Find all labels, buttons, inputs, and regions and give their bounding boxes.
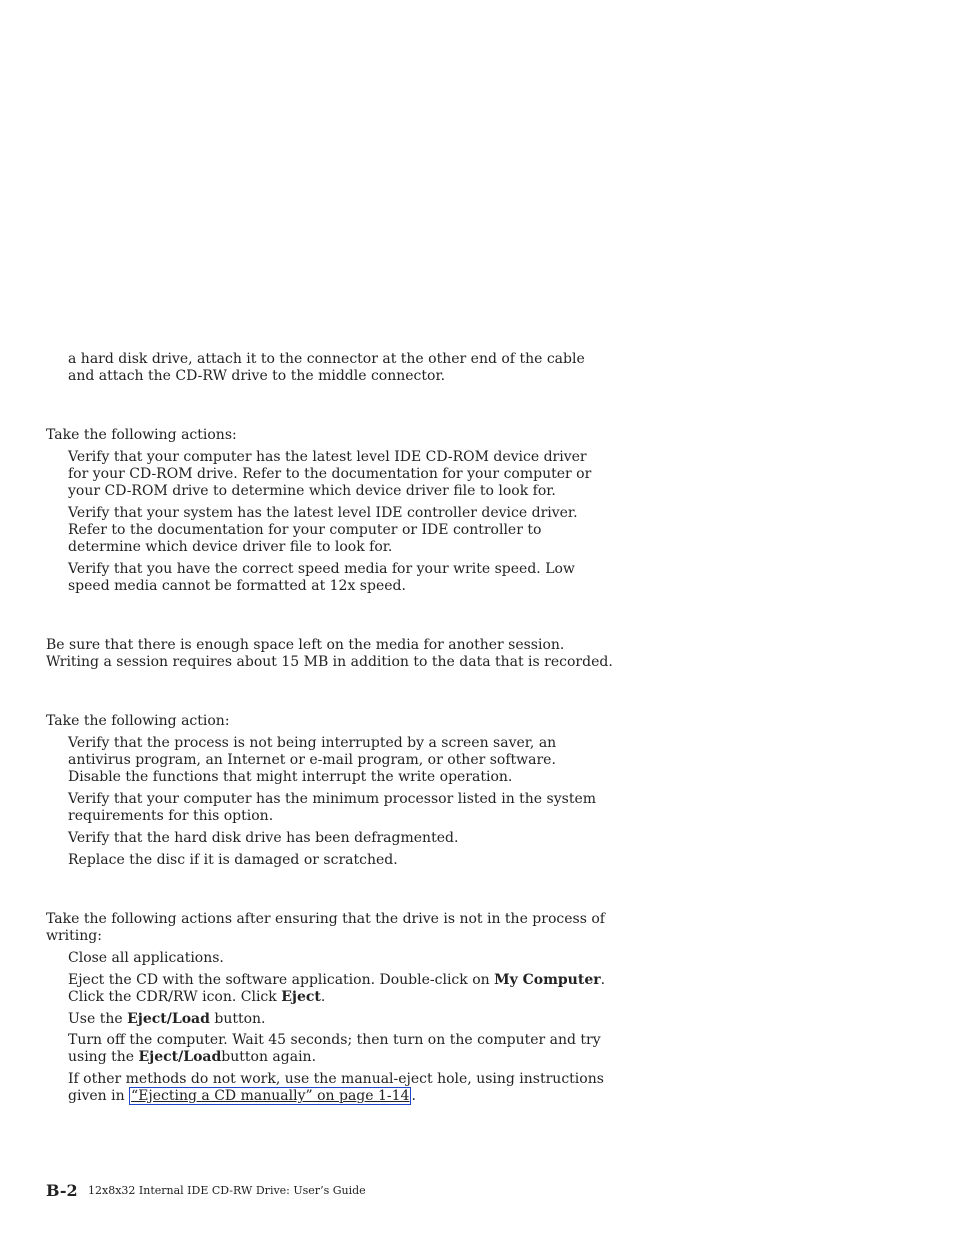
- section3-item3: Verify that the hard disk drive has been defragmented.: [68, 830, 459, 846]
- section1-item2-line1: Verify that your system has the latest level IDE controller device driver.: [68, 505, 578, 521]
- section2-line-2: Writing a session requires about 15 MB in addition to the data that is recorded.: [46, 654, 613, 670]
- section4-item5-line1: If other methods do not work, use the manual-eject hole, using instructions: [68, 1071, 604, 1087]
- item3-text: Use the: [68, 1011, 128, 1027]
- intro-line-2: and attach the CD-RW drive to the middle connector.: [68, 368, 446, 384]
- section4-item2-line1: [68, 972, 605, 989]
- section4-item4-line1: Turn off the computer. Wait 45 seconds; then turn on the computer and try: [68, 1032, 601, 1048]
- intro-line-1: a hard disk drive, attach it to the connector at the other end of the cable: [68, 351, 585, 367]
- section1-item2-line2: Refer to the documentation for your computer or IDE controller to: [68, 522, 542, 538]
- section4-lead-line2: writing:: [46, 928, 102, 944]
- my-computer-bold: My Computer: [494, 972, 601, 988]
- footer-title: 12x8x32 Internal IDE CD-RW Drive: User’s Guide: [88, 1184, 366, 1197]
- section3-item1-line1: Verify that the process is not being interrupted by a screen saver, an: [68, 735, 557, 751]
- section4-lead-line1: Take the following actions after ensuring that the drive is not in the process of: [46, 911, 605, 927]
- section1-item3-line2: speed media cannot be formatted at 12x speed.: [68, 578, 406, 594]
- section3-item4: Replace the disc if it is damaged or scratched.: [68, 852, 398, 868]
- section3-item2-line2: requirements for this option.: [68, 808, 274, 824]
- section2-line-1: Be sure that there is enough space left on the media for another session.: [46, 637, 565, 653]
- section1-lead: Take the following actions:: [46, 427, 237, 443]
- section1-item3-line1: Verify that you have the correct speed media for your write speed. Low: [68, 561, 575, 577]
- item4b-post: button again.: [221, 1049, 317, 1065]
- item5b-text: given in: [68, 1088, 130, 1104]
- section4-item4-line2: [68, 1049, 316, 1066]
- item2b-post: .: [320, 989, 326, 1005]
- eject-load-bold-2: Eject/Load: [138, 1049, 222, 1065]
- section3-lead: Take the following action:: [46, 713, 230, 729]
- section3-item1-line2: antivirus program, an Internet or e-mail program, or other software.: [68, 752, 556, 768]
- item5b-post: .: [411, 1088, 416, 1104]
- section4-item2-line2: [68, 989, 325, 1006]
- section1-item2-line3: determine which device driver file to look for.: [68, 539, 393, 555]
- item2a-text: Eject the CD with the software application. Double-click on: [68, 972, 495, 988]
- section1-item1-line1: Verify that your computer has the latest level IDE CD-ROM device driver: [68, 449, 587, 465]
- item3-post: button.: [209, 1011, 266, 1027]
- section1-item1-line3: your CD-ROM drive to determine which device driver file to look for.: [68, 483, 556, 499]
- section4-item5-line2: [68, 1088, 416, 1105]
- section4-item1: Close all applications.: [68, 950, 224, 966]
- section1-item1-line2: for your CD-ROM drive. Refer to the documentation for your computer or: [68, 466, 592, 482]
- item2b-text: Click the CDR/RW icon. Click: [68, 989, 282, 1005]
- item4b-text: using the: [68, 1049, 139, 1065]
- page-number: B-2: [46, 1181, 78, 1200]
- section3-item2-line1: Verify that your computer has the minimum processor listed in the system: [68, 791, 597, 807]
- eject-load-bold: Eject/Load: [127, 1011, 210, 1027]
- section3-item1-line3: Disable the functions that might interrupt the write operation.: [68, 769, 513, 785]
- item2a-post: .: [600, 972, 606, 988]
- section4-item3: [68, 1011, 265, 1028]
- ejecting-cd-manually-link[interactable]: “Ejecting a CD manually” on page 1-14: [131, 1088, 410, 1104]
- eject-bold: Eject: [281, 989, 321, 1005]
